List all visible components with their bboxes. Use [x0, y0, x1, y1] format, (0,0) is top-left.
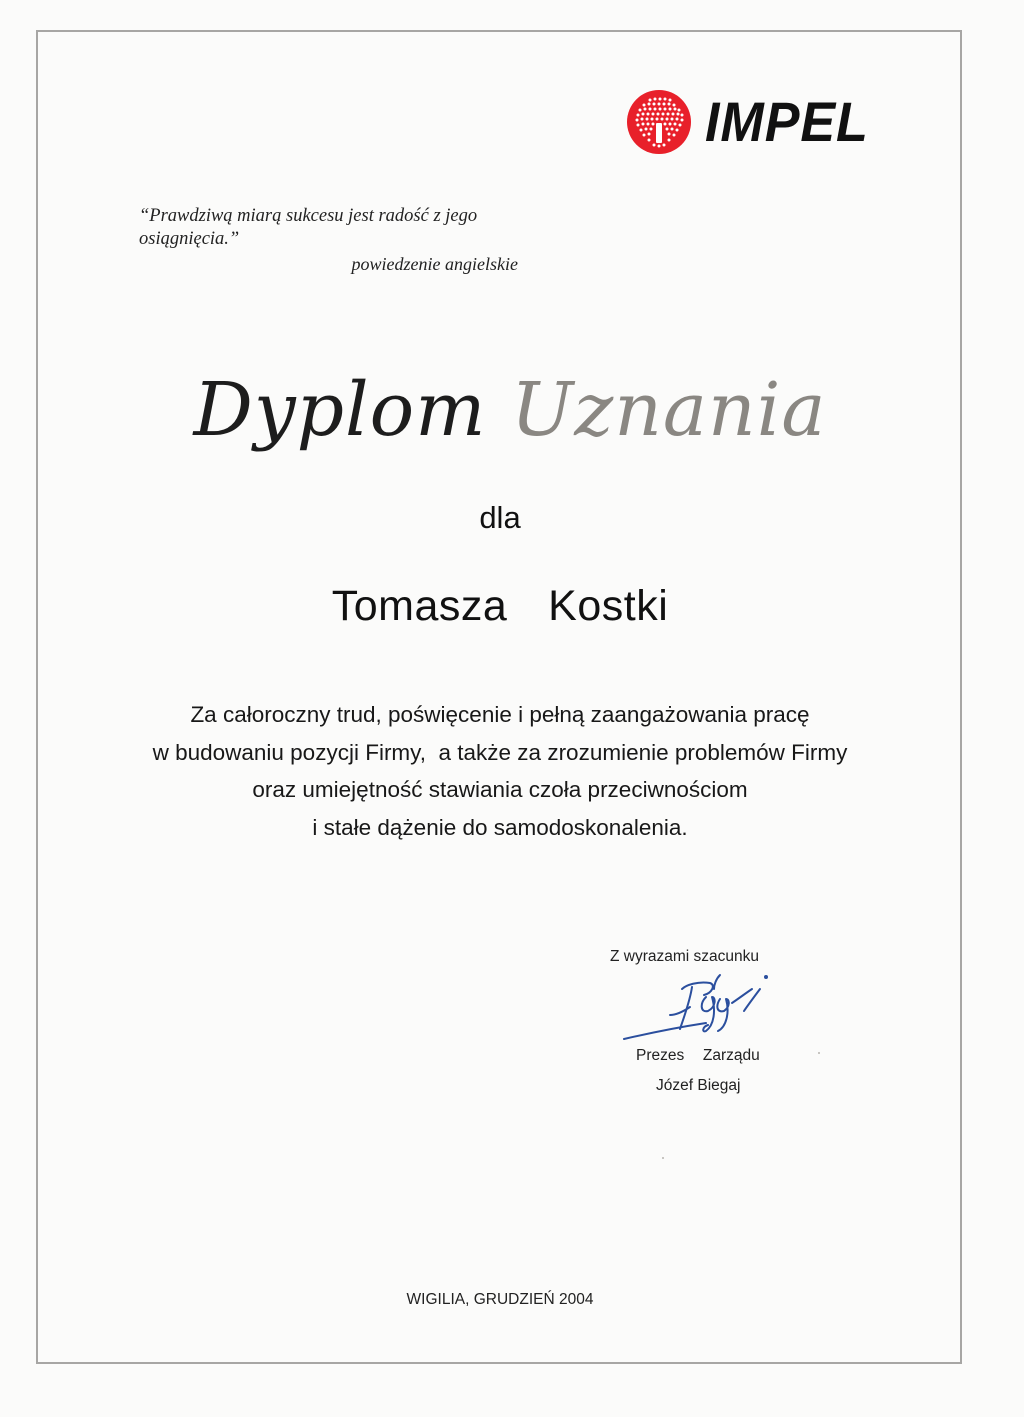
diploma-title [180, 346, 840, 474]
closing-phrase: Z wyrazami szacunku [610, 948, 760, 965]
signer-role: Prezes Zarządu [636, 1047, 760, 1064]
title-word-dyplom: Dyplom [193, 367, 487, 453]
paper-speck [818, 1052, 820, 1054]
citation-line: i stałe dążenie do samodoskonalenia. [312, 814, 688, 840]
handwritten-signature [620, 967, 790, 1051]
title-word-uznania: Uznania [510, 367, 827, 453]
impel-logo-text: IMPEL [705, 90, 869, 153]
impel-logo [626, 89, 896, 157]
paper-speck [662, 1157, 664, 1159]
citation-text [80, 696, 920, 846]
date-line: WIGILIA, GRUDZIEŃ 2004 [406, 1291, 594, 1308]
motto-quote: “Prawdziwą miarą sukcesu jest radość z jego osiągnięcia.” [139, 206, 478, 249]
citation-line: w budowaniu pozycji Firmy, a także za zrozumienie problemów Firmy [152, 739, 848, 765]
impel-logo-mark [626, 89, 692, 155]
motto-attribution: powiedzenie angielskie [351, 254, 518, 274]
citation-line: oraz umiejętność stawiania czoła przeciwnościom [252, 777, 748, 802]
for-label: dla [479, 500, 521, 535]
citation-line: Za całoroczny trud, poświęcenie i pełną zaangażowania pracę [190, 702, 810, 727]
recipient-name: Tomasza Kostki [331, 582, 669, 630]
signer-name: Józef Biegaj [656, 1077, 741, 1094]
